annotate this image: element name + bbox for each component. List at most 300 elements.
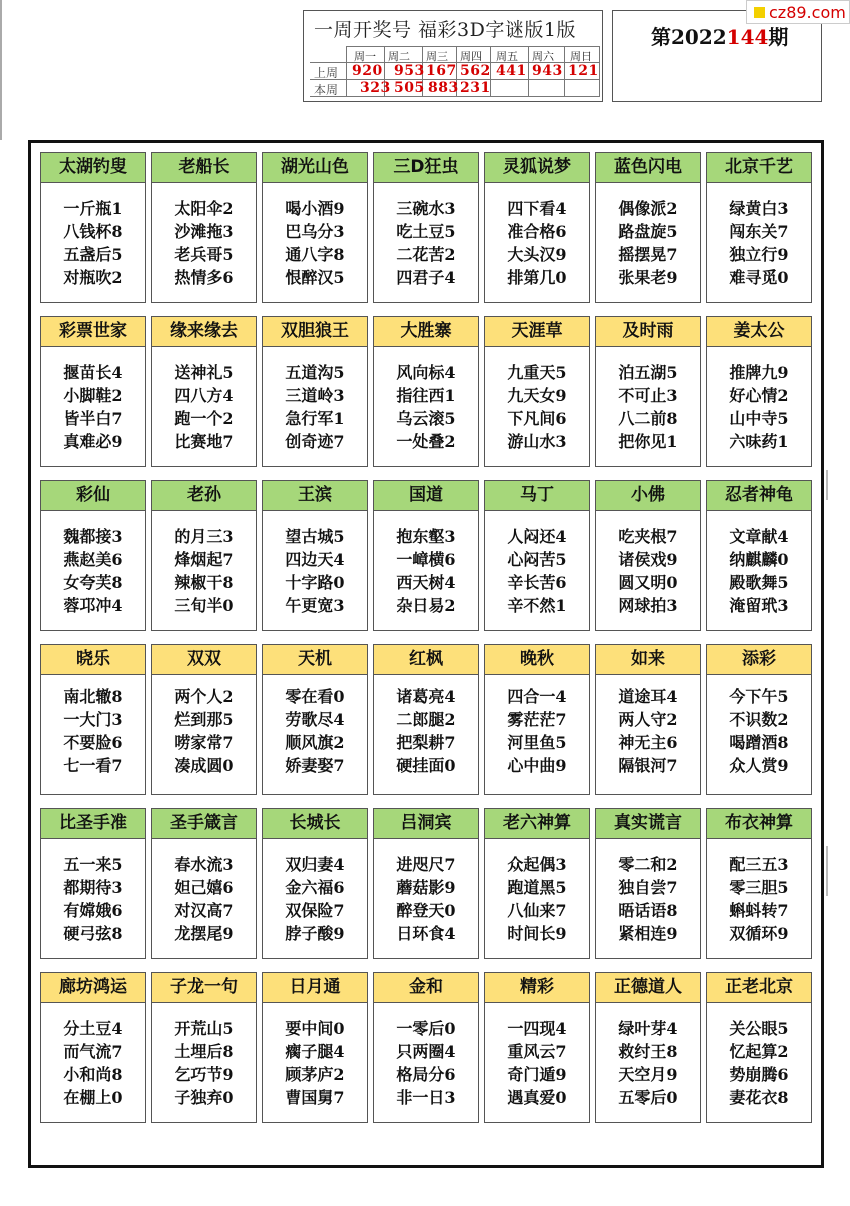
- riddle-line: 劳歌尽4: [285, 710, 345, 729]
- card-author: 灵狐说梦: [485, 153, 589, 183]
- riddle-line: 小和尚8: [63, 1065, 123, 1084]
- riddle-line: 天空月9: [618, 1065, 678, 1084]
- card-riddle-lines: [152, 1017, 256, 1109]
- riddle-line: 五一来5: [63, 855, 123, 874]
- card-riddle-lines: [263, 1017, 367, 1109]
- card-author: 天涯草: [485, 317, 589, 347]
- riddle-line: 一嶂横6: [396, 550, 456, 569]
- riddle-card: [373, 808, 479, 959]
- riddle-line: 道途耳4: [618, 687, 678, 706]
- riddle-card: [151, 808, 257, 959]
- card-author: 马丁: [485, 481, 589, 511]
- card-author: 如来: [596, 645, 700, 675]
- riddle-line: 热情多6: [174, 268, 234, 287]
- riddle-line: 开荒山5: [174, 1019, 234, 1038]
- riddle-line: 一斤瓶1: [63, 199, 123, 218]
- riddle-card: [40, 644, 146, 795]
- riddle-line: 而气流7: [63, 1042, 123, 1061]
- riddle-line: 隔银河7: [618, 756, 678, 775]
- riddle-line: 喝蹭酒8: [729, 733, 789, 752]
- card-riddle-lines: [152, 685, 256, 777]
- riddle-line: 子独弃0: [174, 1088, 234, 1107]
- riddle-line: 西天树4: [396, 573, 456, 592]
- riddle-line: 时间长9: [507, 924, 567, 943]
- riddle-line: 忆起算2: [729, 1042, 789, 1061]
- riddle-line: 抱东壑3: [396, 527, 456, 546]
- riddle-line: 凑成圆0: [174, 756, 234, 775]
- card-riddle-lines: [374, 525, 478, 617]
- riddle-line: 河里鱼5: [507, 733, 567, 752]
- card-author: 真实谎言: [596, 809, 700, 839]
- draw-number: 920: [352, 63, 383, 79]
- site-watermark[interactable]: [746, 0, 850, 24]
- card-author: 双双: [152, 645, 256, 675]
- card-author: 蓝色闪电: [596, 153, 700, 183]
- riddle-line: 龙摆尾9: [174, 924, 234, 943]
- riddle-line: 文章献4: [729, 527, 789, 546]
- riddle-card: [484, 316, 590, 467]
- riddle-board: [28, 140, 824, 1168]
- riddle-line: 跑一个2: [174, 409, 234, 428]
- riddle-card: [40, 480, 146, 631]
- riddle-line: 山中寺5: [729, 409, 789, 428]
- card-author: 湖光山色: [263, 153, 367, 183]
- riddle-line: 六味药1: [729, 432, 789, 451]
- riddle-line: 人闷还4: [507, 527, 567, 546]
- card-author: 天机: [263, 645, 367, 675]
- riddle-line: 闯东关7: [729, 222, 789, 241]
- card-author: 老六神算: [485, 809, 589, 839]
- riddle-line: 关公眼5: [729, 1019, 789, 1038]
- riddle-card: [262, 644, 368, 795]
- riddle-line: 神无主6: [618, 733, 678, 752]
- riddle-line: 大头汉9: [507, 245, 567, 264]
- card-riddle-lines: [485, 1017, 589, 1109]
- riddle-line: 醉登天0: [396, 901, 456, 920]
- card-author: 比圣手准: [41, 809, 145, 839]
- riddle-line: 揠苗长4: [63, 363, 123, 382]
- riddle-line: 春水流3: [174, 855, 234, 874]
- riddle-line: 蝌蚪转7: [729, 901, 789, 920]
- card-riddle-lines: [152, 853, 256, 945]
- card-author: 北京千艺: [707, 153, 811, 183]
- riddle-card: [706, 480, 812, 631]
- riddle-line: 奇门遁9: [507, 1065, 567, 1084]
- riddle-line: 众人赏9: [729, 756, 789, 775]
- riddle-card: [373, 480, 479, 631]
- card-author: 国道: [374, 481, 478, 511]
- card-author: 红枫: [374, 645, 478, 675]
- draw-number: 883: [428, 80, 459, 96]
- riddle-line: 望古城5: [285, 527, 345, 546]
- day-label: 周三: [426, 50, 448, 63]
- riddle-card: [151, 152, 257, 303]
- riddle-line: 乌云滚5: [396, 409, 456, 428]
- card-riddle-lines: [485, 685, 589, 777]
- this-week-label: 本周: [314, 83, 339, 97]
- riddle-card: [151, 644, 257, 795]
- riddle-card: [484, 644, 590, 795]
- card-riddle-lines: [152, 361, 256, 453]
- riddle-line: 魏都接3: [63, 527, 123, 546]
- card-author: 金和: [374, 973, 478, 1003]
- riddle-line: 二花苦2: [396, 245, 456, 264]
- riddle-line: 指往西1: [396, 386, 456, 405]
- riddle-line: 辛不然1: [507, 596, 567, 615]
- page-edge-mark: [0, 0, 2, 140]
- riddle-card: [151, 972, 257, 1123]
- card-riddle-lines: [374, 1017, 478, 1109]
- draw-number: 121: [568, 63, 599, 79]
- riddle-line: 九重天5: [507, 363, 567, 382]
- draw-number: 323: [360, 80, 391, 96]
- card-riddle-lines: [263, 685, 367, 777]
- draw-number: 231: [460, 80, 491, 96]
- riddle-card: [262, 808, 368, 959]
- card-author: 吕洞宾: [374, 809, 478, 839]
- card-author: 缘来缘去: [152, 317, 256, 347]
- riddle-line: 三道岭3: [285, 386, 345, 405]
- riddle-line: 零在看0: [285, 687, 345, 706]
- card-riddle-lines: [707, 685, 811, 777]
- riddle-line: 格局分6: [396, 1065, 456, 1084]
- card-author: 日月通: [263, 973, 367, 1003]
- draw-number: 505: [394, 80, 425, 96]
- riddle-line: 心闷苦5: [507, 550, 567, 569]
- riddle-line: 乞巧节9: [174, 1065, 234, 1084]
- draw-number: 167: [426, 63, 457, 79]
- day-label: 周四: [460, 50, 482, 63]
- card-riddle-lines: [596, 197, 700, 289]
- riddle-card: [706, 316, 812, 467]
- riddle-line: 烽烟起7: [174, 550, 234, 569]
- riddle-line: 瘸子腿4: [285, 1042, 345, 1061]
- riddle-card: [595, 644, 701, 795]
- riddle-line: 淹留玳3: [729, 596, 789, 615]
- riddle-card: [595, 316, 701, 467]
- draw-number: 943: [532, 63, 563, 79]
- riddle-line: 送神礼5: [174, 363, 234, 382]
- riddle-line: 下凡间6: [507, 409, 567, 428]
- riddle-line: 把梨耕7: [396, 733, 456, 752]
- riddle-card: [595, 808, 701, 959]
- card-author: 大胜寨: [374, 317, 478, 347]
- card-riddle-lines: [41, 853, 145, 945]
- card-riddle-lines: [41, 685, 145, 777]
- riddle-line: 四边天4: [285, 550, 345, 569]
- riddle-line: 硬弓弦8: [63, 924, 123, 943]
- riddle-line: 顾茅庐2: [285, 1065, 345, 1084]
- riddle-card: [595, 972, 701, 1123]
- riddle-line: 九天女9: [507, 386, 567, 405]
- card-author: 及时雨: [596, 317, 700, 347]
- weekly-draw-panel: [303, 10, 603, 102]
- card-riddle-lines: [596, 1017, 700, 1109]
- card-riddle-lines: [263, 853, 367, 945]
- riddle-line: 八二前8: [618, 409, 678, 428]
- card-riddle-lines: [41, 1017, 145, 1109]
- riddle-line: 心中曲9: [507, 756, 567, 775]
- card-riddle-lines: [374, 361, 478, 453]
- draw-number: 562: [460, 63, 491, 79]
- card-riddle-lines: [596, 685, 700, 777]
- day-label: 周一: [354, 50, 376, 63]
- brand-text: cz89.com: [769, 3, 846, 22]
- card-riddle-lines: [41, 197, 145, 289]
- riddle-card: [706, 152, 812, 303]
- edge-mark: [826, 846, 828, 896]
- riddle-line: 五盏后5: [63, 245, 123, 264]
- riddle-line: 小脚鞋2: [63, 386, 123, 405]
- riddle-line: 妻花衣8: [729, 1088, 789, 1107]
- day-label: 周五: [496, 50, 518, 63]
- riddle-line: 遇真爱0: [507, 1088, 567, 1107]
- riddle-line: 四合一4: [507, 687, 567, 706]
- card-author: 小佛: [596, 481, 700, 511]
- issue-number: 第2022144期: [651, 25, 789, 49]
- riddle-line: 三旬半0: [174, 596, 234, 615]
- riddle-line: 殿歌舞5: [729, 573, 789, 592]
- riddle-line: 配三五3: [729, 855, 789, 874]
- riddle-line: 两人守2: [618, 710, 678, 729]
- card-riddle-lines: [596, 853, 700, 945]
- riddle-line: 纳麒麟0: [729, 550, 789, 569]
- day-label: 周二: [388, 50, 410, 63]
- card-author: 老船长: [152, 153, 256, 183]
- riddle-line: 比赛地7: [174, 432, 234, 451]
- card-author: 精彩: [485, 973, 589, 1003]
- riddle-line: 真难必9: [63, 432, 123, 451]
- card-author: 晓乐: [41, 645, 145, 675]
- riddle-line: 势崩腾6: [729, 1065, 789, 1084]
- riddle-line: 绿黄白3: [729, 199, 789, 218]
- card-author: 彩仙: [41, 481, 145, 511]
- riddle-line: 二郎腿2: [396, 710, 456, 729]
- riddle-line: 烂到那5: [174, 710, 234, 729]
- riddle-line: 硬挂面0: [396, 756, 456, 775]
- riddle-line: 今下午5: [729, 687, 789, 706]
- riddle-line: 四下看4: [507, 199, 567, 218]
- riddle-line: 张果老9: [618, 268, 678, 287]
- riddle-line: 急行军1: [285, 409, 345, 428]
- day-label: 周日: [570, 50, 592, 63]
- draw-number: 953: [394, 63, 425, 79]
- riddle-card: [40, 808, 146, 959]
- riddle-line: 吃土豆5: [396, 222, 456, 241]
- riddle-line: 双保险7: [285, 901, 345, 920]
- riddle-line: 一零后0: [396, 1019, 456, 1038]
- card-riddle-lines: [707, 361, 811, 453]
- riddle-line: 紧相连9: [618, 924, 678, 943]
- riddle-line: 八钱杯8: [63, 222, 123, 241]
- last-week-label: 上周: [314, 66, 339, 80]
- riddle-line: 摇摆晃7: [618, 245, 678, 264]
- riddle-line: 独自尝7: [618, 878, 678, 897]
- riddle-card: [262, 316, 368, 467]
- riddle-line: 五道沟5: [285, 363, 345, 382]
- riddle-line: 脖子酸9: [285, 924, 345, 943]
- riddle-line: 零三胆5: [729, 878, 789, 897]
- riddle-line: 不要脸6: [63, 733, 123, 752]
- riddle-line: 一四现4: [507, 1019, 567, 1038]
- riddle-line: 喝小酒9: [285, 199, 345, 218]
- riddle-line: 娇妻娶7: [285, 756, 345, 775]
- riddle-line: 老兵哥5: [174, 245, 234, 264]
- riddle-card: [373, 152, 479, 303]
- riddle-line: 绿叶芽4: [618, 1019, 678, 1038]
- riddle-line: 难寻觅0: [729, 268, 789, 287]
- riddle-line: 曹国舅7: [285, 1088, 345, 1107]
- card-author: 长城长: [263, 809, 367, 839]
- riddle-line: 沙滩拖3: [174, 222, 234, 241]
- riddle-line: 把你见1: [618, 432, 678, 451]
- riddle-card: [262, 152, 368, 303]
- card-author: 老孙: [152, 481, 256, 511]
- riddle-line: 恨醉汉5: [285, 268, 345, 287]
- riddle-line: 妲己嬉6: [174, 878, 234, 897]
- riddle-card: [484, 480, 590, 631]
- card-riddle-lines: [485, 525, 589, 617]
- panel-title: 一周开奖号 福彩3D字谜版1版: [314, 19, 576, 41]
- riddle-line: 泊五湖5: [618, 363, 678, 382]
- riddle-line: 午更宽3: [285, 596, 345, 615]
- riddle-line: 八仙来7: [507, 901, 567, 920]
- riddle-card: [262, 480, 368, 631]
- edge-mark: [826, 470, 828, 500]
- card-riddle-lines: [152, 525, 256, 617]
- riddle-line: 四八方4: [174, 386, 234, 405]
- card-riddle-lines: [707, 1017, 811, 1109]
- riddle-card: [373, 972, 479, 1123]
- riddle-line: 分土豆4: [63, 1019, 123, 1038]
- riddle-line: 跑道黑5: [507, 878, 567, 897]
- card-riddle-lines: [263, 361, 367, 453]
- card-author: 王滨: [263, 481, 367, 511]
- riddle-card: [706, 808, 812, 959]
- riddle-line: 太阳伞2: [174, 199, 234, 218]
- riddle-card: [373, 316, 479, 467]
- card-riddle-lines: [41, 361, 145, 453]
- riddle-line: 独立行9: [729, 245, 789, 264]
- card-riddle-lines: [596, 525, 700, 617]
- riddle-line: 四君子4: [396, 268, 456, 287]
- card-riddle-lines: [152, 197, 256, 289]
- riddle-line: 进咫尺7: [396, 855, 456, 874]
- riddle-line: 巴乌分3: [285, 222, 345, 241]
- card-author: 圣手箴言: [152, 809, 256, 839]
- riddle-line: 五零后0: [618, 1088, 678, 1107]
- riddle-line: 七一看7: [63, 756, 123, 775]
- riddle-line: 游山水3: [507, 432, 567, 451]
- card-riddle-lines: [374, 197, 478, 289]
- riddle-line: 圆又明0: [618, 573, 678, 592]
- riddle-line: 非一日3: [396, 1088, 456, 1107]
- riddle-line: 的月三3: [174, 527, 234, 546]
- riddle-line: 杂日易2: [396, 596, 456, 615]
- riddle-card: [484, 808, 590, 959]
- card-riddle-lines: [707, 853, 811, 945]
- card-author: 忍者神龟: [707, 481, 811, 511]
- riddle-card: [373, 644, 479, 795]
- card-riddle-lines: [374, 685, 478, 777]
- riddle-line: 不识数2: [729, 710, 789, 729]
- card-author: 廊坊鸿运: [41, 973, 145, 1003]
- riddle-card: [706, 644, 812, 795]
- card-riddle-lines: [707, 525, 811, 617]
- card-riddle-lines: [485, 361, 589, 453]
- riddle-line: 双循环9: [729, 924, 789, 943]
- riddle-line: 只两圈4: [396, 1042, 456, 1061]
- riddle-line: 南北辙8: [63, 687, 123, 706]
- riddle-line: 日环食4: [396, 924, 456, 943]
- riddle-line: 皆半白7: [63, 409, 123, 428]
- card-riddle-lines: [485, 853, 589, 945]
- riddle-card: [40, 972, 146, 1123]
- riddle-line: 诸侯戏9: [618, 550, 678, 569]
- riddle-line: 三碗水3: [396, 199, 456, 218]
- riddle-line: 土埋后8: [174, 1042, 234, 1061]
- draw-table: [310, 46, 600, 98]
- card-riddle-lines: [596, 361, 700, 453]
- card-riddle-lines: [263, 525, 367, 617]
- riddle-card: [40, 316, 146, 467]
- card-author: 正老北京: [707, 973, 811, 1003]
- riddle-line: 女夸芙8: [63, 573, 123, 592]
- riddle-line: 零二和2: [618, 855, 678, 874]
- riddle-line: 要中间0: [285, 1019, 345, 1038]
- card-riddle-lines: [707, 197, 811, 289]
- riddle-line: 蘑菇影9: [396, 878, 456, 897]
- card-author: 双胆狼王: [263, 317, 367, 347]
- riddle-line: 众起偶3: [507, 855, 567, 874]
- riddle-card: [262, 972, 368, 1123]
- riddle-line: 燕赵美6: [63, 550, 123, 569]
- riddle-line: 双归妻4: [285, 855, 345, 874]
- riddle-line: 不可止3: [618, 386, 678, 405]
- riddle-line: 在棚上0: [63, 1088, 123, 1107]
- riddle-card: [151, 480, 257, 631]
- card-author: 正德道人: [596, 973, 700, 1003]
- riddle-line: 蓉邛冲4: [63, 596, 123, 615]
- riddle-card: [595, 152, 701, 303]
- riddle-line: 通八字8: [285, 245, 345, 264]
- card-riddle-lines: [41, 525, 145, 617]
- riddle-line: 准合格6: [507, 222, 567, 241]
- riddle-line: 两个人2: [174, 687, 234, 706]
- riddle-line: 救纣王8: [618, 1042, 678, 1061]
- card-author: 姜太公: [707, 317, 811, 347]
- riddle-line: 吃夹根7: [618, 527, 678, 546]
- card-author: 添彩: [707, 645, 811, 675]
- day-label: 周六: [532, 50, 554, 63]
- card-author: 子龙一句: [152, 973, 256, 1003]
- riddle-card: [484, 152, 590, 303]
- riddle-line: 重风云7: [507, 1042, 567, 1061]
- riddle-line: 诸葛亮4: [396, 687, 456, 706]
- riddle-card: [151, 316, 257, 467]
- riddle-line: 唠家常7: [174, 733, 234, 752]
- riddle-line: 晤话语8: [618, 901, 678, 920]
- riddle-card: [484, 972, 590, 1123]
- riddle-line: 金六福6: [285, 878, 345, 897]
- brand-square-icon: [754, 7, 765, 18]
- riddle-line: 对汉高7: [174, 901, 234, 920]
- riddle-line: 路盘旋5: [618, 222, 678, 241]
- riddle-line: 顺风旗2: [285, 733, 345, 752]
- riddle-line: 好心情2: [729, 386, 789, 405]
- riddle-line: 创奇迹7: [285, 432, 345, 451]
- riddle-line: 对瓶吹2: [63, 268, 123, 287]
